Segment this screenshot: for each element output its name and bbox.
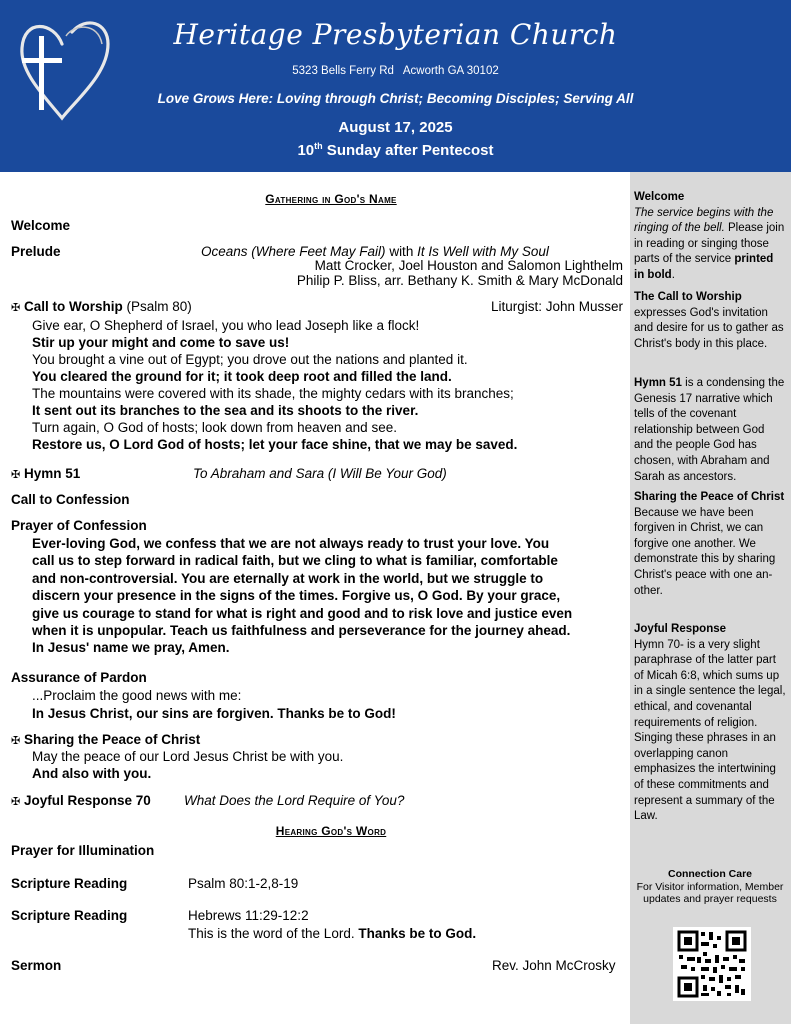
sermon-preacher: Rev. John McCrosky bbox=[492, 958, 616, 973]
assurance-line-2: In Jesus Christ, our sins are forgiven. Thanks be to God! bbox=[32, 706, 396, 721]
prayer-line: give us courage to stand for what is right and good and to risk love and justice even bbox=[32, 606, 573, 621]
sunday-suffix: th bbox=[314, 141, 323, 151]
sidebar-peace bbox=[634, 490, 786, 599]
qr-code-graphic bbox=[673, 927, 751, 1001]
call-line: Restore us, O Lord God of hosts; let your face shine, that we may be saved. bbox=[32, 437, 518, 452]
call-line: You brought a vine out of Egypt; you drove out the nations and planted it. bbox=[32, 352, 468, 367]
sidebar-peace-text: Because we have been forgiven in Christ, we can forgive one another. We demonstrate this by sharing Christ's peace with one an- other. bbox=[634, 506, 776, 597]
call-line: Stir up your might and come to save us! bbox=[32, 335, 290, 350]
call-line: It sent out its branches to the sea and its shoots to the river. bbox=[32, 403, 419, 418]
joyful-response-title: What Does the Lord Require of You? bbox=[184, 793, 405, 808]
prelude-label: Prelude bbox=[11, 244, 61, 259]
sunday-name: Sunday after Pentecost bbox=[322, 142, 494, 159]
church-motto: Love Grows Here: Loving through Christ; Becoming Disciples; Serving All bbox=[157, 91, 634, 106]
welcome-heading: Welcome bbox=[11, 218, 71, 233]
connection-care bbox=[634, 868, 786, 906]
scripture-reading-ref-1: Psalm 80:1-2,8-19 bbox=[188, 876, 299, 891]
cross-icon: ✠ bbox=[11, 796, 21, 808]
call-line: You cleared the ground for it; it took deep root and filled the land. bbox=[32, 369, 452, 384]
prelude-title-2: It Is Well with My Soul bbox=[417, 244, 549, 259]
sidebar-welcome-bold: printed in bold bbox=[634, 253, 774, 281]
sidebar-call-heading: The Call to Worship bbox=[634, 291, 742, 303]
liturgist: Liturgist: John Musser bbox=[490, 299, 623, 314]
prayer-line: call us to step forward in radical faith, but we cling to what is familiar, comfortable bbox=[32, 553, 558, 568]
assurance-line-1: ...Proclaim the good news with me: bbox=[32, 688, 242, 703]
peace-line-2: And also with you. bbox=[32, 766, 152, 781]
sidebar-call bbox=[634, 290, 786, 352]
peace-line-1: May the peace of our Lord Jesus Christ be with you. bbox=[32, 749, 344, 764]
sidebar-welcome-end: . bbox=[671, 268, 675, 281]
section-gathering-title: Gathering in God's Name bbox=[265, 192, 397, 206]
sidebar-welcome-italic: The service begins with the ringing of the bell. bbox=[634, 206, 774, 235]
prayer-line: Ever-loving God, we confess that we are not always ready to trust your love. You bbox=[32, 536, 550, 551]
sidebar-welcome-text: Please join in reading or singing those parts of the service bbox=[634, 222, 785, 266]
prayer-line: In Jesus' name we pray, Amen. bbox=[32, 640, 230, 655]
prayer-line: and non-controversial. You are eternally at work in the world, but we struggle to bbox=[32, 571, 544, 586]
sidebar-hymn-text: is a condensing the Genesis 17 narrative which tells of the covenant relationship between God and the people God has chosen, with Abraham and Sarah as ancestors. bbox=[634, 377, 785, 483]
scripture-response-leader: This is the word of the Lord. bbox=[188, 926, 359, 941]
hymn-heading bbox=[11, 465, 80, 484]
scripture-reading-ref-2: Hebrews 11:29-12:2 bbox=[188, 908, 309, 923]
hymn-label: Hymn 51 bbox=[23, 466, 81, 481]
church-name: Heritage Presbyterian Church bbox=[173, 18, 618, 51]
prelude-credit-2: Philip P. Bliss, arr. Bethany K. Smith & Mary McDonald bbox=[296, 273, 623, 288]
prayer-for-illumination: Prayer for Illumination bbox=[11, 843, 155, 858]
sidebar-peace-heading: Sharing the Peace of Christ bbox=[634, 491, 785, 503]
cross-icon: ✠ bbox=[11, 735, 21, 747]
sidebar-hymn bbox=[634, 376, 786, 485]
call-line: Give ear, O Shepherd of Israel, you who lead Joseph like a flock! bbox=[32, 318, 420, 333]
prayer-of-confession-heading: Prayer of Confession bbox=[11, 518, 147, 533]
peace-label: Sharing the Peace of Christ bbox=[23, 732, 201, 747]
call-line: Turn again, O God of hosts; look down from heaven and see. bbox=[32, 420, 397, 435]
call-line: The mountains were covered with its shade, the mighty cedars with its branches; bbox=[32, 386, 514, 401]
cross-icon: ✠ bbox=[11, 302, 21, 314]
joyful-response-label: Joyful Response 70 bbox=[23, 793, 151, 808]
sidebar-welcome bbox=[634, 190, 786, 284]
prayer-line: when it is unpopular. Teach us faithfulness and perseverance for the journey ahead. bbox=[32, 623, 571, 638]
call-to-worship-ref: (Psalm 80) bbox=[122, 299, 192, 314]
call-to-worship-heading bbox=[11, 298, 192, 317]
sermon-label: Sermon bbox=[11, 958, 62, 973]
prayer-line: discern your presence in the signs of the times. Forgive us, O God. By your grace, bbox=[32, 588, 561, 603]
sunday-number: 10 bbox=[297, 142, 315, 159]
scripture-reading-label-2: Scripture Reading bbox=[11, 908, 128, 923]
scripture-response bbox=[188, 925, 476, 942]
service-date: August 17, 2025 bbox=[338, 119, 453, 136]
call-to-worship-label: Call to Worship bbox=[23, 299, 123, 314]
sidebar-welcome-heading: Welcome bbox=[634, 191, 685, 203]
prelude-title-1: Oceans (Where Feet May Fail) bbox=[201, 244, 386, 259]
prelude-with: with bbox=[385, 244, 418, 259]
cross-icon: ✠ bbox=[11, 469, 21, 481]
joyful-response-heading bbox=[11, 792, 151, 811]
connection-care-text: For Visitor information, Member updates and prayer requests bbox=[636, 880, 784, 905]
scripture-reading-label-1: Scripture Reading bbox=[11, 876, 128, 891]
sidebar-hymn-heading: Hymn 51 bbox=[634, 377, 682, 389]
sidebar-joyful bbox=[634, 622, 786, 825]
church-address: 5323 Bells Ferry Rd Acworth GA 30102 bbox=[292, 65, 499, 77]
prelude-credit-1: Matt Crocker, Joel Houston and Salomon Lighthelm bbox=[314, 258, 623, 273]
liturgical-day bbox=[0, 141, 791, 159]
sidebar-call-text: expresses God's invitation and desire for us to gather as Christ's body in this place. bbox=[634, 306, 784, 350]
connection-care-heading: Connection Care bbox=[667, 868, 752, 880]
section-hearing-title: Hearing God's Word bbox=[275, 824, 387, 838]
header-banner bbox=[0, 0, 791, 172]
qr-code[interactable] bbox=[673, 927, 751, 1001]
sidebar-joyful-text: Hymn 70- is a very slight paraphrase of the latter part of Micah 6:8, which sums up in a single sentence the legal, ethical, and covenantal requirements of religion. Singing these phrases in an overlapping canon emphasizes the intertwining of these commitments and represent a summary of the Law. bbox=[634, 638, 786, 823]
call-to-confession: Call to Confession bbox=[11, 492, 130, 507]
scripture-response-people: Thanks be to God. bbox=[358, 926, 477, 941]
assurance-heading: Assurance of Pardon bbox=[11, 670, 147, 685]
hymn-title: To Abraham and Sara (I Will Be Your God) bbox=[193, 466, 447, 481]
sidebar-joyful-heading: Joyful Response bbox=[634, 623, 727, 635]
